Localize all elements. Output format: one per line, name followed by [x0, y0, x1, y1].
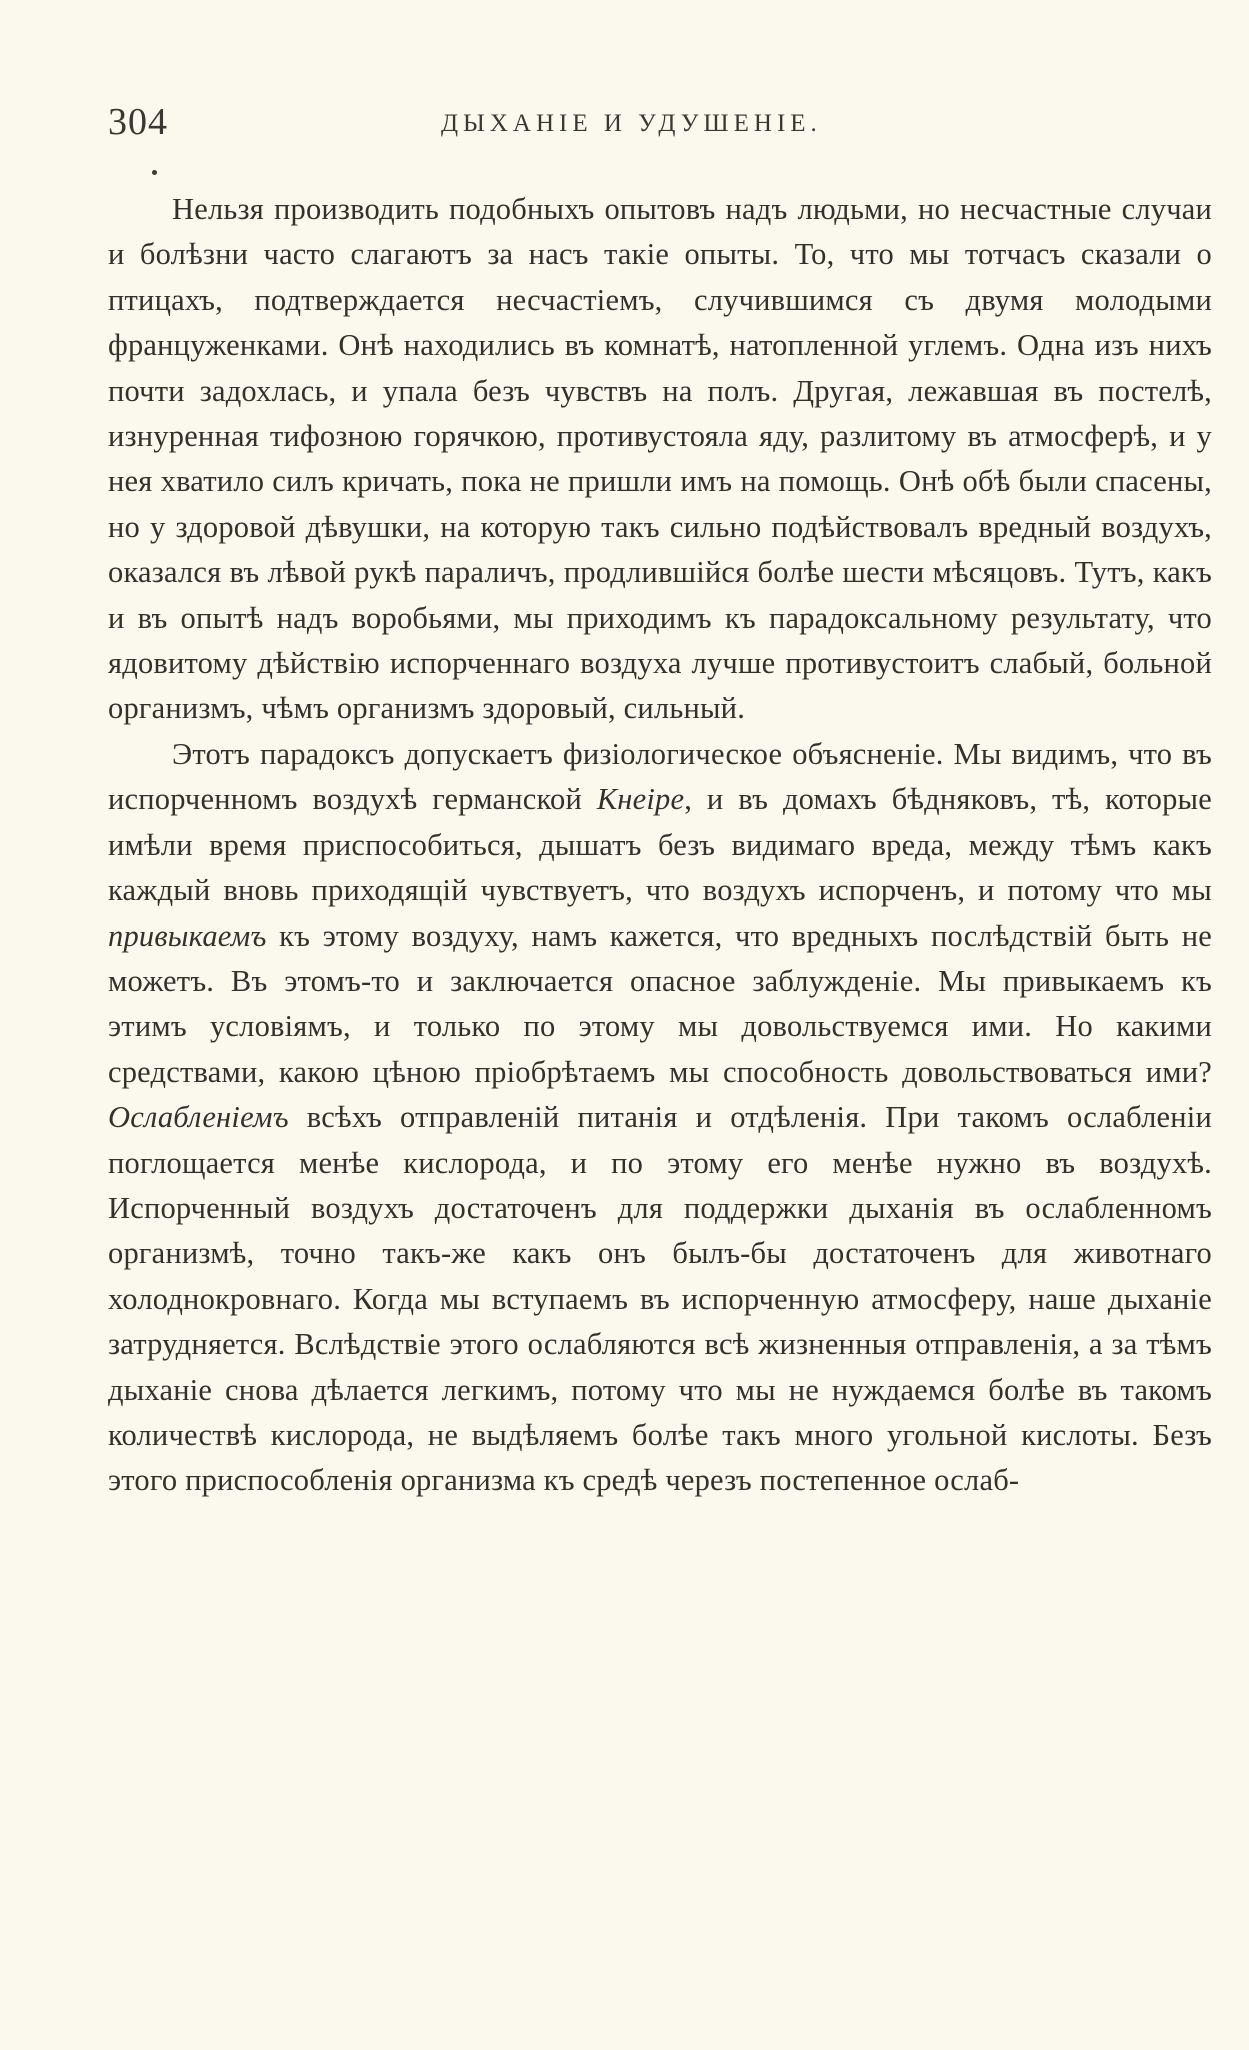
page-header — [108, 100, 1218, 150]
emphasized-word: Кнеіре — [596, 782, 685, 817]
page-number: 304 — [108, 101, 168, 143]
paragraph — [108, 732, 1212, 1504]
emphasized-word: Ослабленіемъ — [108, 1100, 289, 1135]
running-title: ДЫХАНІЕ И УДУШЕНІЕ. — [441, 110, 822, 137]
emphasized-word: привыкаемъ — [108, 918, 267, 953]
paragraph-text: къ этому воздуху, намъ кажется, что вредныхъ послѣдствій быть не можетъ. Въ этомъ-то и заключается опасное заблужденіе. Мы привыкаемъ къ этимъ условіямъ, и только по этому мы довольствуемся ими. Но какими средствами, какою цѣною пріобрѣтаемъ мы способность довольствоваться ими? — [108, 918, 1212, 1089]
ink-speck — [152, 170, 157, 175]
paragraph-text: всѣхъ отправленій питанія и отдѣленія. При такомъ ослабленіи поглощается менѣе кислорода, и по этому его менѣе нужно въ воздухѣ. Испорченный воздухъ достаточенъ для поддержки дыханія въ ослабленномъ организмѣ, точно такъ-же какъ онъ былъ-бы достаточенъ для животнаго холоднокровнаго. Когда мы вступаемъ въ испорченную атмосферу, наше дыханіе затрудняется. Вслѣдствіе этого ослабляются всѣ жизненныя отправленія, а за тѣмъ дыханіе снова дѣлается легкимъ, потому что мы не нуждаемся болѣе въ такомъ количествѣ кислорода, не выдѣляемъ болѣе такъ много угольной кислоты. Безъ этого приспособленія организма къ средѣ черезъ постепенное ослаб- — [108, 1100, 1212, 1498]
paragraph — [108, 187, 1212, 732]
paragraph-text: Этотъ парадоксъ допускаетъ физіологическое объясненіе. Мы видимъ, что въ испорченномъ воздухѣ германской — [108, 736, 1212, 817]
paragraph-text: Нельзя производить подобныхъ опытовъ надъ людьми, но несчастные случаи и болѣзни часто слагаютъ за насъ такіе опыты. То, что мы тотчасъ сказали о птицахъ, подтверждается несчастіемъ, случившимся съ двумя молодыми француженками. Онѣ находились въ комнатѣ, натопленной углемъ. Одна изъ нихъ почти задохлась, и упала безъ чувствъ на полъ. Другая, лежавшая въ постелѣ, изнуренная тифозною горячкою, противустояла яду, разлитому въ атмосферѣ, и у нея хватило силъ кричать, пока не пришли имъ на помощь. Онѣ обѣ были спасены, но у здоровой дѣвушки, на которую такъ сильно подѣйствовалъ вредный воздухъ, оказался въ лѣвой рукѣ параличъ, продлившійся болѣе шести мѣсяцовъ. Тутъ, какъ и въ опытѣ надъ воробьями, мы приходимъ къ парадоксальному результату, что ядовитому дѣйствію испорченнаго воздуха лучше противустоитъ слабый, больной организмъ, чѣмъ организмъ здоровый, сильный. — [108, 192, 1212, 726]
body-text — [108, 187, 1212, 1504]
paragraph-text: , и въ домахъ бѣдняковъ, тѣ, которые имѣли время приспособиться, дышатъ безъ видимаго вреда, между тѣмъ какъ каждый вновь приходящій чувствуетъ, что воздухъ испорченъ, и потому что мы — [108, 782, 1212, 908]
